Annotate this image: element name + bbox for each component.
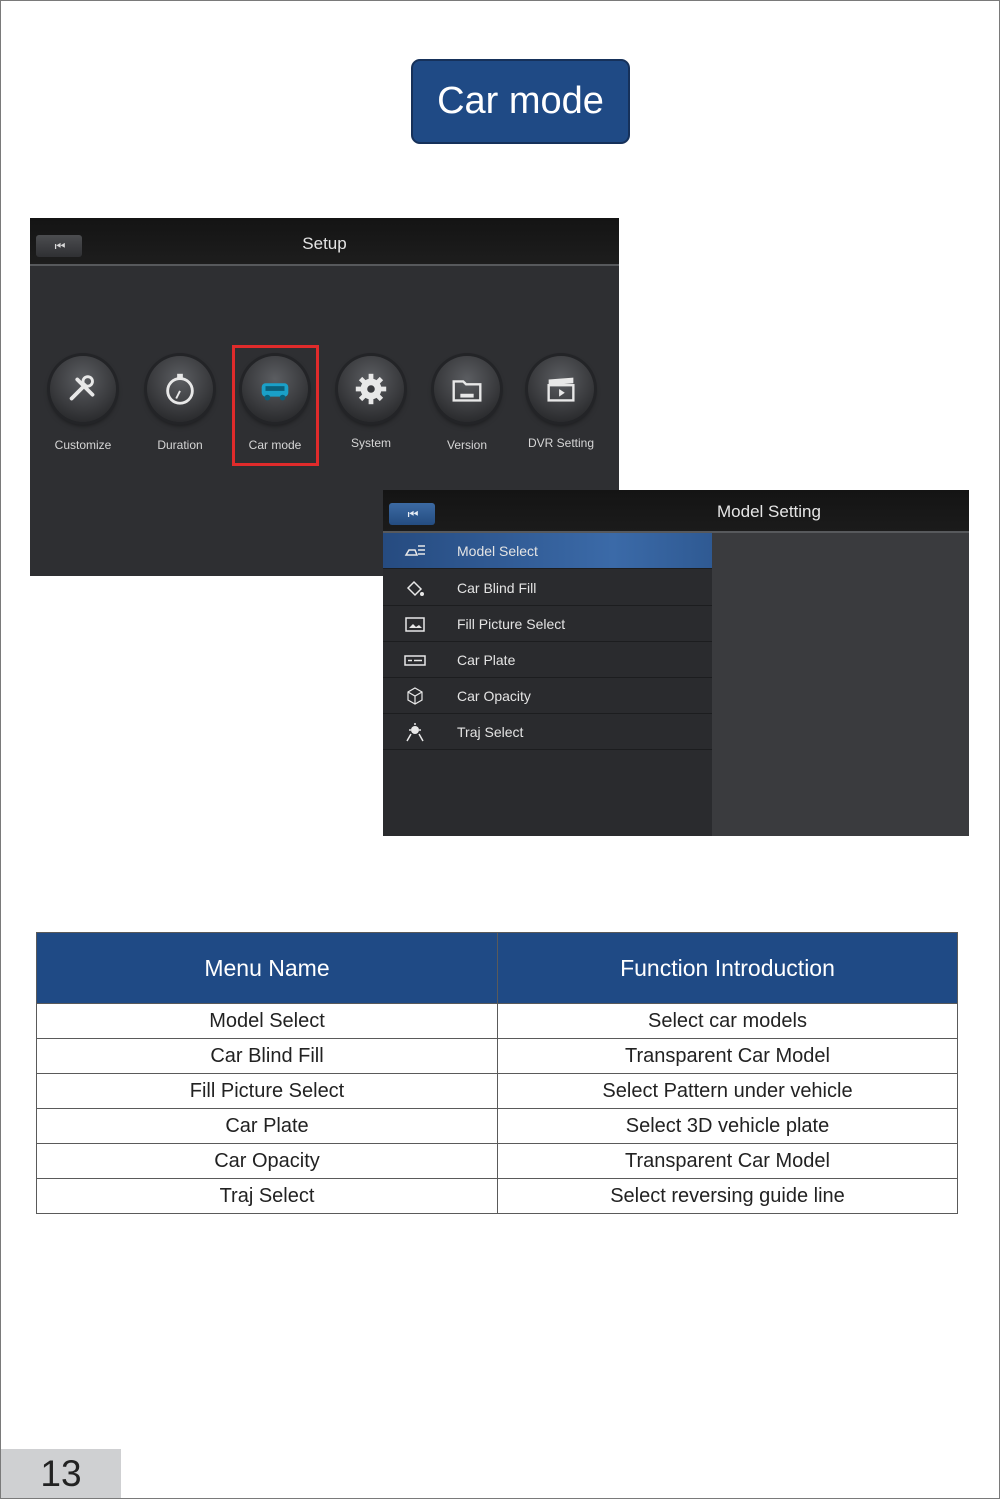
column-header: Menu Name — [37, 933, 498, 1004]
menu-label: Traj Select — [457, 723, 524, 740]
setup-item-customize[interactable] — [35, 356, 131, 452]
model-setting-screen — [383, 490, 969, 836]
folder-version-icon — [434, 356, 500, 422]
back-button[interactable]: ⏮ — [36, 235, 82, 257]
table-cell: Transparent Car Model — [498, 1039, 958, 1074]
tools-icon — [50, 356, 116, 422]
column-header: Function Introduction — [498, 933, 958, 1004]
setup-label: Version — [446, 438, 488, 452]
back-button[interactable]: ⏮ — [389, 503, 435, 525]
model-menu-list — [383, 533, 712, 836]
clapperboard-icon — [528, 356, 594, 422]
model-title: Model Setting — [717, 502, 821, 521]
setup-item-version[interactable] — [419, 356, 515, 452]
table-cell: Select car models — [498, 1004, 958, 1039]
model-header — [383, 490, 969, 533]
setup-title: Setup — [302, 234, 347, 253]
setup-header — [30, 218, 619, 266]
license-plate-icon — [383, 650, 447, 670]
table-cell: Fill Picture Select — [37, 1074, 498, 1109]
table-row — [37, 1074, 958, 1109]
table-cell: Car Blind Fill — [37, 1039, 498, 1074]
page-number: 13 — [1, 1449, 121, 1498]
menu-item-model-select[interactable] — [383, 533, 712, 569]
car-mode-highlight — [232, 345, 319, 466]
setup-label: Car mode — [248, 438, 302, 452]
cube-icon — [383, 686, 447, 706]
trajectory-icon — [383, 722, 447, 742]
function-table — [36, 932, 958, 1214]
car-list-icon — [383, 541, 447, 561]
table-cell: Car Plate — [37, 1109, 498, 1144]
menu-item-fill-picture-select[interactable] — [383, 606, 712, 642]
table-row — [37, 1004, 958, 1039]
table-cell: Select reversing guide line — [498, 1179, 958, 1214]
table-row — [37, 1109, 958, 1144]
setup-label: Customize — [54, 438, 112, 452]
table-cell: Select 3D vehicle plate — [498, 1109, 958, 1144]
table-cell: Traj Select — [37, 1179, 498, 1214]
setup-label: DVR Setting — [527, 436, 595, 450]
setup-item-dvr-setting[interactable] — [513, 356, 609, 450]
menu-item-car-plate[interactable] — [383, 642, 712, 678]
table-row — [37, 1179, 958, 1214]
table-header-row — [37, 933, 958, 1004]
setup-item-duration[interactable] — [132, 356, 228, 452]
page-title: Car mode — [411, 59, 630, 144]
menu-label: Car Blind Fill — [457, 579, 537, 596]
menu-label: Fill Picture Select — [457, 615, 566, 632]
setup-label: Duration — [157, 438, 203, 452]
setup-label: System — [350, 436, 391, 450]
menu-item-traj-select[interactable] — [383, 714, 712, 750]
gear-icon — [338, 356, 404, 422]
paint-bucket-icon — [383, 578, 447, 598]
picture-icon — [383, 614, 447, 634]
table-cell: Select Pattern under vehicle — [498, 1074, 958, 1109]
stopwatch-icon — [147, 356, 213, 422]
menu-label: Car Plate — [457, 651, 516, 668]
menu-item-car-blind-fill[interactable] — [383, 570, 712, 606]
table-cell: Car Opacity — [37, 1144, 498, 1179]
menu-label: Model Select — [457, 542, 538, 559]
menu-label: Car Opacity — [457, 687, 531, 704]
menu-item-car-opacity[interactable] — [383, 678, 712, 714]
setup-item-system[interactable] — [323, 356, 419, 450]
table-row — [37, 1039, 958, 1074]
table-row — [37, 1144, 958, 1179]
table-cell: Transparent Car Model — [498, 1144, 958, 1179]
table-cell: Model Select — [37, 1004, 498, 1039]
